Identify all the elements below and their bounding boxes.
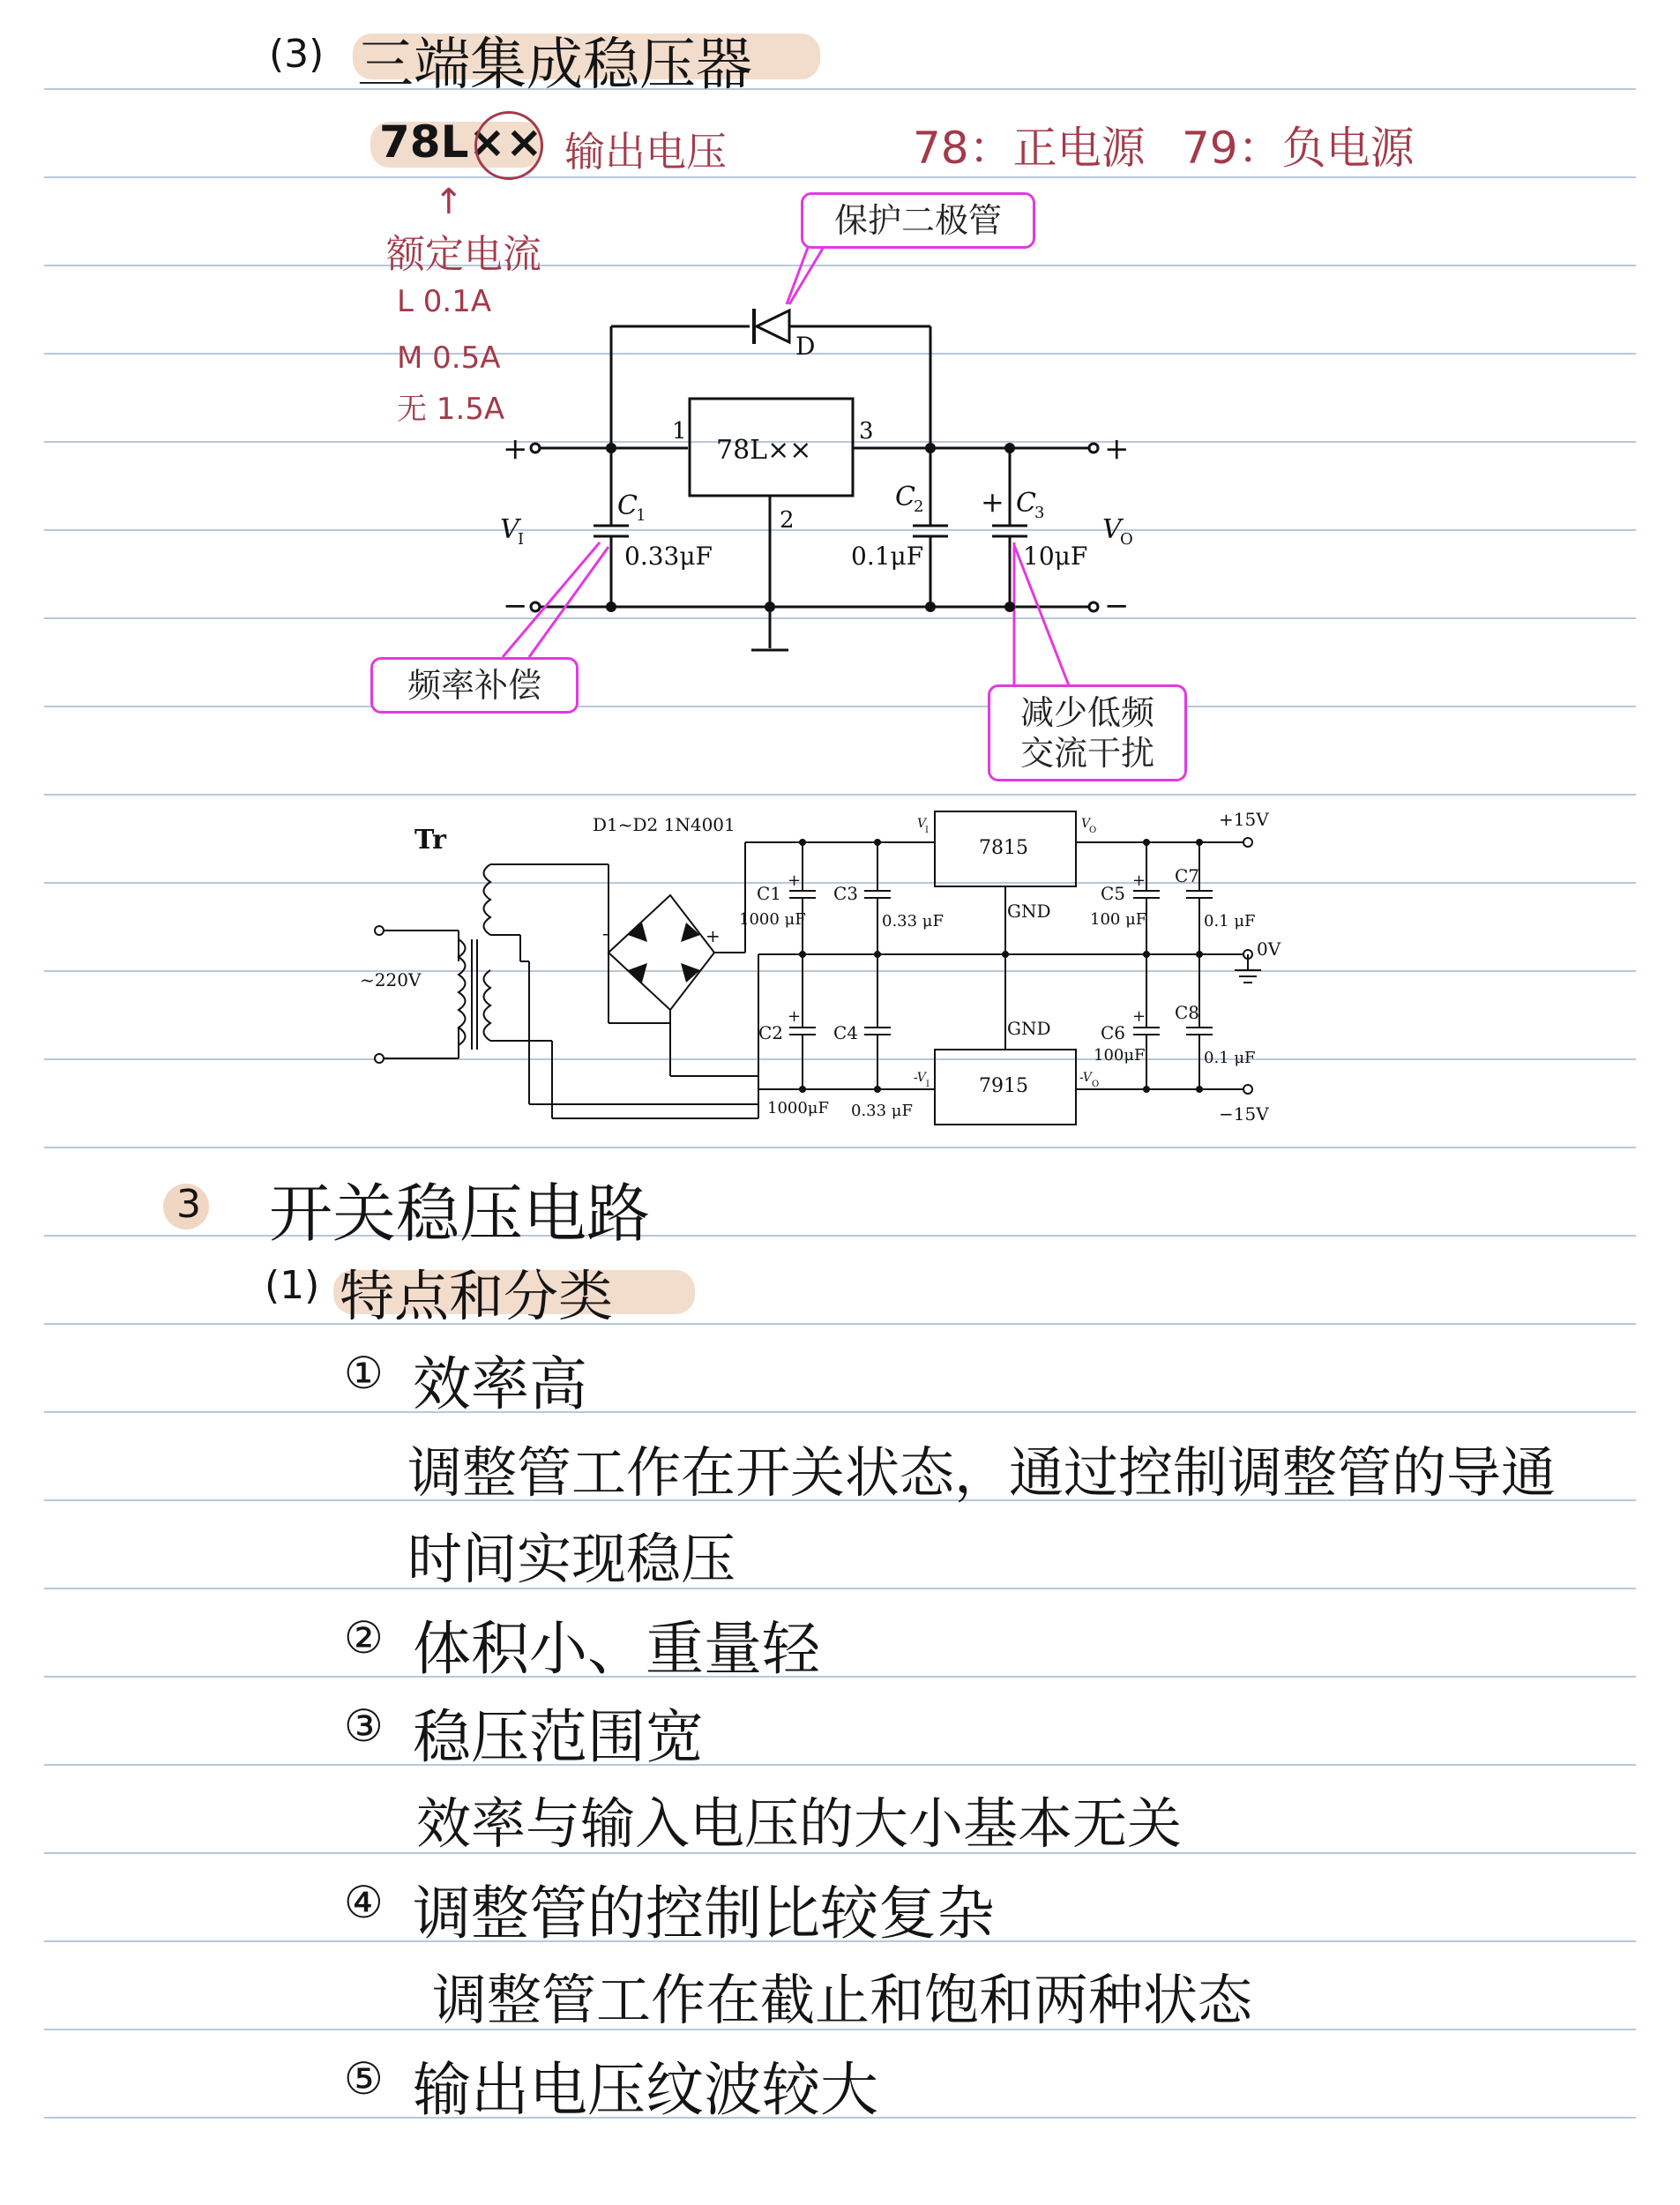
bridge-plus-label: + (706, 925, 721, 946)
callout-line-2: 交流干扰 (1019, 734, 1154, 773)
vo-bottom-label: -V (1079, 1071, 1092, 1085)
diodes-label: D1~D2 1N4001 (593, 814, 735, 835)
note-78-positive: 78：正电源 (913, 123, 1146, 174)
callout-frequency-compensation: 频率补偿 (370, 657, 579, 714)
item-detail: 调整管工作在开关状态，通过控制调整管的导通 (407, 1440, 1557, 1505)
item-number: ④ (344, 1877, 384, 1928)
c3-value: 10μF (1023, 542, 1088, 571)
c3-label: C (1016, 488, 1036, 519)
section-title: 开关稳压电路 (269, 1177, 651, 1251)
part-code: 78L×× (379, 116, 543, 168)
item-title: 效率高 (413, 1350, 587, 1418)
c6-value: 100μF (1094, 1046, 1146, 1065)
current-rating-l: L 0.1A (397, 284, 492, 319)
item-number: ⑤ (344, 2053, 384, 2104)
c4-value: 0.33 μF (851, 1102, 913, 1120)
item-title: 稳压范围宽 (413, 1703, 704, 1771)
rated-current-label: 额定电流 (386, 232, 541, 277)
item-detail: 调整管工作在截止和饱和两种状态 (432, 1968, 1253, 2032)
section-number: (3) (269, 32, 325, 77)
c6-label: C6 (1101, 1022, 1126, 1043)
ruled-line (44, 1147, 1636, 1148)
section-number: 3 (176, 1182, 201, 1227)
c5-value: 100 μF (1090, 910, 1147, 929)
vi-top-label: V (917, 817, 927, 831)
item-detail: 效率与输入电压的大小基本无关 (416, 1791, 1183, 1856)
circuit-78lxx-diagram (0, 0, 1680, 794)
part-code-output-label: 输出电压 (564, 128, 727, 176)
out-pos-label: +15V (1219, 809, 1269, 830)
ic-78lxx-label: 78L×× (716, 435, 812, 466)
c3-value: 0.33 μF (882, 912, 944, 931)
pin-2-label: 2 (780, 507, 795, 534)
c1-subscript: 1 (636, 506, 646, 525)
c5-label: C5 (1101, 883, 1126, 904)
ruled-line (44, 1764, 1636, 1766)
c2-subscript: 2 (914, 497, 924, 516)
callout-line-1: 减少低频 (1019, 693, 1154, 732)
input-minus-label: − (503, 588, 528, 624)
c2-label: C2 (758, 1022, 784, 1043)
c8-value: 0.1 μF (1204, 1049, 1256, 1067)
pin-3-label: 3 (859, 418, 874, 445)
subsection-title: 特点和分类 (340, 1264, 614, 1328)
vi-bottom-label: -V (914, 1071, 926, 1085)
vo-top-label: V (1081, 817, 1091, 831)
vo-top-subscript: O (1089, 826, 1097, 835)
c2-plus: + (788, 1007, 802, 1026)
item-detail: 时间实现稳压 (407, 1527, 736, 1591)
c5-plus: + (1132, 871, 1146, 890)
item-title: 调整管的控制比较复杂 (413, 1880, 995, 1947)
c3-label: C3 (833, 883, 859, 904)
ac-input-label: ~220V (360, 969, 422, 990)
item-title: 体积小、重量轻 (413, 1615, 820, 1683)
circuit-dual-supply-diagram (0, 794, 1680, 1147)
item-title: 输出电压纹波较大 (413, 2056, 878, 2124)
item-number: ① (344, 1348, 384, 1399)
ic-7815-label: 7815 (979, 837, 1028, 859)
c7-label: C7 (1175, 865, 1200, 886)
gnd-top-label: GND (1007, 901, 1051, 922)
input-plus-label: + (503, 431, 528, 467)
c1-value: 0.33μF (624, 542, 713, 571)
output-minus-label: − (1104, 588, 1130, 624)
c2-value: 0.1μF (851, 542, 924, 571)
vo-label: V (1102, 514, 1122, 545)
bridge-minus-label: - (602, 923, 609, 944)
c6-plus: + (1132, 1007, 1146, 1026)
diode-label: D (795, 332, 816, 361)
c8-label: C8 (1175, 1002, 1200, 1023)
ruled-line (44, 1323, 1636, 1325)
ic-7915-label: 7915 (979, 1075, 1028, 1097)
ruled-line (44, 1588, 1636, 1589)
c1-plus: + (788, 871, 802, 890)
gnd-bottom-label: GND (1007, 1018, 1051, 1039)
vi-label: V (500, 514, 519, 545)
c4-label: C4 (833, 1022, 859, 1043)
vi-subscript: I (518, 530, 525, 549)
tr-label: Tr (414, 825, 446, 856)
note-79-negative: 79：负电源 (1182, 123, 1415, 174)
c7-value: 0.1 μF (1204, 912, 1256, 931)
c3-subscript: 3 (1034, 504, 1045, 522)
vo-bottom-subscript: O (1092, 1080, 1100, 1089)
c1-label: C (617, 490, 638, 521)
subsection-number: (1) (265, 1263, 320, 1308)
vi-top-subscript: I (925, 826, 929, 835)
current-rating-none: 无 1.5A (397, 392, 505, 427)
output-plus-label: + (1104, 431, 1130, 467)
c2-value: 1000μF (767, 1099, 829, 1117)
section-title: 三端集成稳压器 (357, 33, 752, 98)
item-number: ② (344, 1612, 384, 1663)
up-arrow-icon: ↑ (434, 182, 464, 222)
callout-protection-diode: 保护二极管 (801, 192, 1035, 249)
ruled-line (44, 1411, 1636, 1413)
c2-label: C (895, 482, 915, 512)
current-rating-m: M 0.5A (397, 340, 501, 376)
c1-label: C1 (757, 883, 782, 904)
out-neg-label: −15V (1219, 1103, 1269, 1125)
vi-bottom-subscript: I (926, 1080, 930, 1089)
out-zero-label: 0V (1257, 938, 1281, 960)
c1-value: 1000 μF (739, 910, 806, 929)
ruled-line (44, 1676, 1636, 1678)
vo-subscript: O (1120, 530, 1133, 549)
item-number: ③ (344, 1700, 384, 1752)
pin-1-label: 1 (672, 418, 687, 445)
callout-low-frequency-interference (988, 684, 1187, 781)
c3-plus-label: + (981, 485, 1004, 519)
